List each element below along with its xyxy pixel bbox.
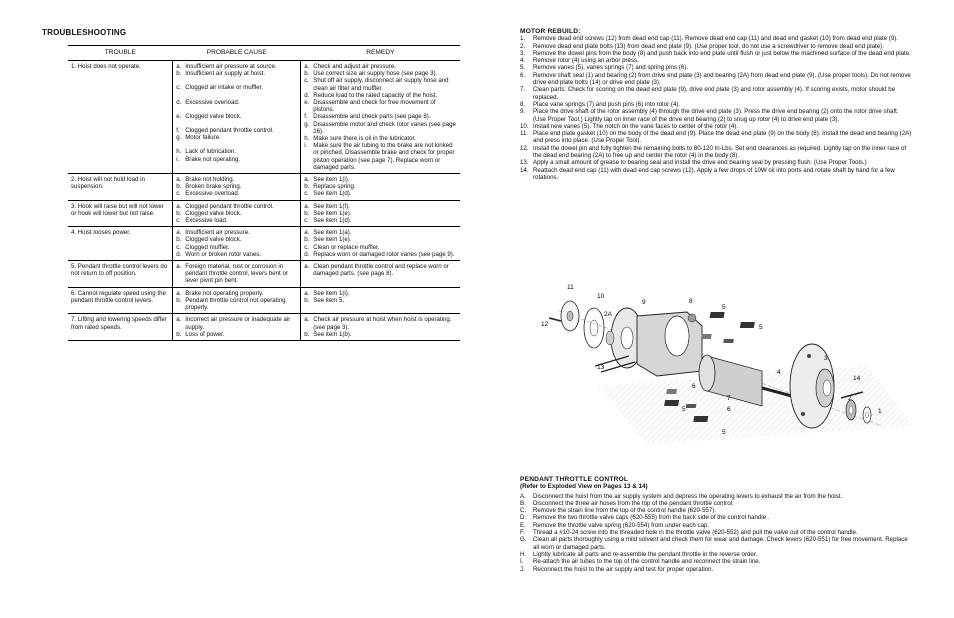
diagram-label-5c: 5	[682, 406, 686, 413]
remedy-text: See item 1(a).	[313, 229, 352, 237]
remedy-item	[304, 244, 458, 251]
motor-rebuild-heading: MOTOR REBUILD:	[520, 28, 581, 35]
cause-letter: e.	[176, 112, 182, 120]
remedy-item	[304, 217, 458, 224]
header-trouble: TROUBLE	[68, 46, 173, 61]
remedy-item	[304, 142, 458, 171]
spacer	[176, 92, 298, 99]
cause-item	[176, 210, 298, 217]
pendant-step-text: Remove the strain line from the top of the control handle (620-557).	[533, 507, 716, 515]
pendant-step	[520, 558, 912, 565]
cause-item	[176, 176, 298, 183]
motor-rebuild-step-text: Install the dowel pin and fully tighten the remaining bolts to 80-120 In-Lbs. Set end clearances as required. Lightly tap on the inner race of the dead end bearing (2A) to free up and center the rotor (4) in the body (8).	[533, 144, 907, 160]
motor-rebuild-step	[520, 72, 912, 87]
remedy-text: Check air pressure at hoist when hoist is operating. (see page 3).	[313, 316, 452, 331]
cause-letter: b.	[176, 183, 182, 191]
remedy-item	[304, 176, 458, 183]
cause-item	[176, 251, 298, 258]
remedy-cell	[301, 200, 460, 227]
remedy-text: Reduce load to the rated capacity of the hoist.	[313, 91, 438, 99]
remedy-text: See item 1(d).	[313, 217, 352, 225]
spacer	[176, 77, 298, 84]
remedy-cell	[301, 287, 460, 314]
cause-letter: a.	[176, 289, 182, 297]
pendant-step	[520, 500, 912, 507]
motor-rebuild-step	[520, 123, 912, 130]
table-row	[68, 314, 460, 341]
motor-rebuild-step-text: Clean parts. Check for scoring on the dead end plate (9), drive end plate (3) and rotor assembly (4). If scoring exists, motor should be replaced.	[533, 86, 896, 101]
motor-rebuild-step-number: 6.	[520, 71, 526, 79]
cause-text: Brake not holding.	[185, 176, 235, 184]
remedy-letter: a.	[304, 63, 310, 70]
trouble-text: 7. Lifting and lowering speeds differ from rated speeds.	[71, 316, 167, 331]
table-body	[68, 61, 460, 341]
motor-rebuild-step-number: 12.	[520, 144, 529, 152]
cause-letter: b.	[176, 209, 182, 217]
remedy-text: Clean or replace muffler.	[313, 243, 380, 251]
trouble-cell	[68, 174, 173, 201]
cause-item	[176, 290, 298, 297]
remedy-text: Disassemble motor and check rotor vanes (see page 16).	[313, 120, 456, 135]
pendant-step-text: Thread a #10-24 screw into the threaded hole in the throttle valve (620-552) and pull the valve out of the control handle.	[533, 529, 858, 537]
cause-letter: c.	[176, 84, 181, 92]
motor-rebuild-step-number: 14.	[520, 166, 529, 174]
motor-rebuild-step-number: 9.	[520, 108, 526, 116]
remedy-text: See item 1(e).	[313, 209, 352, 217]
cause-item	[176, 331, 298, 338]
trouble-text: 5. Pendant throttle control levers do not return to off position.	[71, 263, 168, 278]
remedy-item	[304, 63, 458, 70]
pendant-step-number: A.	[520, 492, 526, 500]
cause-item	[176, 63, 298, 70]
remedy-cell	[301, 61, 460, 174]
motor-rebuild-step-number: 5.	[520, 64, 526, 72]
cause-cell	[173, 261, 301, 288]
table-header-row	[68, 46, 460, 61]
remedy-letter: i.	[304, 142, 308, 150]
remedy-text: See item 1(i).	[313, 289, 350, 297]
cause-item	[176, 190, 298, 197]
cause-text: Clogged valve block.	[185, 112, 242, 120]
remedy-text: Clean pendant throttle control and replace worn or damaged parts. (see page 8).	[313, 263, 449, 278]
cause-text: Pendant throttle control not operating properly.	[185, 296, 286, 312]
cause-item	[176, 156, 298, 163]
motor-rebuild-steps	[520, 35, 912, 181]
pendant-steps	[520, 493, 912, 573]
cause-cell	[173, 287, 301, 314]
cause-text: Incorrect air pressure or inadequate air supply.	[185, 316, 291, 331]
cause-text: Clogged pendant throttle control.	[185, 127, 274, 135]
motor-rebuild-step-text: Remove dead end plate bolts (13) from dead end plate (9). (Use proper tool, do not use a screwdriver to remove dead end plate).	[533, 42, 884, 50]
trouble-text: 3. Hook will raise but will not lower or hook will lower but not raise.	[71, 202, 164, 217]
remedy-text: Replace worn or damaged rotor vanes (see page 9).	[313, 250, 455, 258]
cause-item	[176, 316, 298, 330]
pendant-step	[520, 529, 912, 536]
remedy-letter: c.	[304, 77, 309, 85]
pendant-step-text: Remove the two throttle valve caps (620-555) from the back side of the control handle .	[533, 514, 770, 522]
motor-rebuild-step	[520, 50, 912, 57]
remedy-item	[304, 135, 458, 142]
trouble-text: 2. Hoist will not hold load in suspension.	[71, 176, 145, 191]
motor-rebuild-step	[520, 64, 912, 71]
remedy-text: Disassemble and check parts (see page 8).	[313, 113, 431, 121]
cause-letter: a.	[176, 263, 182, 271]
motor-rebuild-step-text: Remove shaft seal (1) and bearing (2) from drive end plate (3) and bearing (2A) from dead end plate (9). (Use proper tools). Do not remove drive end plate bolts (14) or drive end plate (3).	[533, 71, 911, 87]
cause-item	[176, 148, 298, 155]
motor-rebuild-step-text: Reattach dead end cap (11) with dead end cap screws (12). Apply a few drops of 10W oil into ports and rotate shaft by hand for a few rotations.	[533, 166, 895, 181]
pendant-step-text: Reconnect the hoist to the air supply and test for proper operation.	[533, 565, 714, 573]
remedy-cell	[301, 174, 460, 201]
pendant-step-number: C.	[520, 507, 527, 515]
motor-rebuild-step-text: Install new vanes (5). The notch on the vane faces to center of the rotor (4).	[533, 122, 739, 130]
pendant-subheading: (Refer to Exploded View on Pages 13 & 14)	[520, 483, 648, 491]
pendant-step-number: E.	[520, 521, 526, 529]
cause-item	[176, 183, 298, 190]
cause-letter: c.	[176, 217, 181, 225]
remedy-letter: b.	[304, 296, 310, 304]
diagram-label-8: 8	[689, 298, 693, 305]
cause-text: Insufficient air pressure.	[185, 229, 250, 237]
motor-rebuild-step	[520, 159, 912, 166]
pendant-step	[520, 514, 912, 521]
diagram-label-9: 9	[642, 299, 646, 306]
remedy-text: See item 1(b).	[313, 330, 352, 338]
remedy-text: See item 1(i).	[313, 176, 350, 184]
motor-rebuild-step	[520, 130, 912, 145]
remedy-text: Disassemble and check for free movement of pistons.	[313, 99, 436, 114]
motor-rebuild-step	[520, 108, 912, 123]
remedy-item	[304, 203, 458, 210]
cause-cell	[173, 314, 301, 341]
cause-item	[176, 229, 298, 236]
cause-letter: b.	[176, 236, 182, 244]
cause-item	[176, 244, 298, 251]
motor-rebuild-step-number: 13.	[520, 159, 529, 167]
cause-letter: c.	[176, 190, 181, 198]
remedy-item	[304, 290, 458, 297]
table-row	[68, 227, 460, 261]
remedy-item	[304, 210, 458, 217]
troubleshooting-table	[68, 45, 460, 341]
pendant-step-number: I.	[520, 558, 524, 566]
cause-cell	[173, 227, 301, 261]
cause-letter: a.	[176, 63, 182, 70]
spacer	[176, 120, 298, 127]
diagram-label-5d: 5	[722, 429, 726, 436]
motor-exploded-diagram	[537, 276, 917, 449]
cause-text: Foreign material, rust or corrosion in pendant throttle control, levers bent or lever pivot pin bent.	[185, 263, 288, 285]
motor-rebuild-step-text: Remove dead end screws (12) from dead end cap (11). Remove dead end cap (11) and dead end gasket (10) from dead end plate (9).	[533, 35, 899, 43]
motor-rebuild-step	[520, 35, 912, 42]
cause-item	[176, 217, 298, 224]
motor-rebuild-step	[520, 86, 912, 101]
pendant-step	[520, 551, 912, 558]
cause-text: Insufficient air supply at hoist.	[185, 70, 266, 78]
remedy-letter: a.	[304, 289, 310, 297]
cause-letter: b.	[176, 296, 182, 304]
remedy-text: See item 1(f).	[313, 202, 350, 210]
remedy-item	[304, 236, 458, 243]
remedy-item	[304, 251, 458, 258]
remedy-item	[304, 263, 458, 277]
cause-text: Clogged muffler.	[185, 243, 230, 251]
motor-rebuild-step	[520, 43, 912, 50]
cause-item	[176, 113, 298, 120]
remedy-letter: b.	[304, 330, 310, 338]
diagram-label-11: 11	[567, 284, 574, 291]
remedy-text: Shut off air supply, disconnect air supply hose and clean air filter and muffler.	[313, 77, 449, 92]
diagram-label-6: 6	[692, 383, 696, 390]
motor-rebuild-step	[520, 57, 912, 64]
pendant-step	[520, 536, 912, 551]
cause-text: Brake not operating properly.	[185, 289, 264, 297]
remedy-letter: a.	[304, 202, 310, 210]
remedy-letter: d.	[304, 91, 310, 99]
trouble-cell	[68, 261, 173, 288]
cause-letter: b.	[176, 70, 182, 78]
motor-rebuild-step	[520, 101, 912, 108]
remedy-item	[304, 77, 458, 91]
cause-text: Worn or broken rotor vanes.	[185, 250, 261, 258]
diagram-label-13: 13	[597, 364, 605, 371]
table-row	[68, 261, 460, 288]
diagram-label-5b: 5	[759, 324, 763, 331]
pendant-step	[520, 566, 912, 573]
remedy-item	[304, 92, 458, 99]
motor-rebuild-step-number: 11.	[520, 130, 529, 138]
remedy-text: Use correct size air supply hose (see page 3).	[313, 70, 438, 78]
pendant-step-number: J.	[520, 565, 525, 573]
motor-rebuild-step-number: 1.	[520, 35, 526, 43]
trouble-text: 1. Hoist does not operate.	[71, 63, 141, 70]
motor-rebuild-step-number: 10.	[520, 122, 529, 130]
diagram-label-2a: 2A	[604, 311, 612, 318]
cause-cell	[173, 61, 301, 174]
table-row	[68, 174, 460, 201]
diagram-label-10: 10	[597, 293, 605, 300]
cause-text: Clogged air intake or muffler.	[185, 84, 264, 92]
troubleshooting-heading: TROUBLESHOOTING	[42, 28, 127, 37]
remedy-letter: b.	[304, 70, 310, 78]
cause-letter: b.	[176, 330, 182, 338]
remedy-letter: b.	[304, 236, 310, 244]
cause-letter: a.	[176, 176, 182, 184]
motor-rebuild-step-text: Remove vanes (5), vanes springs (7) and spring pins (6).	[533, 64, 688, 72]
diagram-label-1: 1	[878, 408, 882, 415]
cause-letter: d.	[176, 250, 182, 258]
motor-rebuild-step-number: 7.	[520, 86, 526, 94]
motor-rebuild-step	[520, 167, 912, 182]
header-probable-cause: PROBABLE CAUSE	[173, 46, 301, 61]
diagram-label-5a: 5	[722, 304, 726, 311]
trouble-cell	[68, 227, 173, 261]
remedy-text: See item 1(d).	[313, 190, 352, 198]
cause-letter: h.	[176, 148, 182, 156]
pendant-step-number: B.	[520, 499, 526, 507]
motor-exploded-view-drawing	[537, 276, 917, 444]
remedy-letter: a.	[304, 263, 310, 271]
diagram-label-4: 4	[777, 369, 781, 376]
cause-item	[176, 84, 298, 91]
remedy-letter: a.	[304, 176, 310, 184]
table-row	[68, 287, 460, 314]
remedy-item	[304, 183, 458, 190]
trouble-text: 6. Cannot regulate speed using the pendant throttle control levers.	[71, 289, 166, 304]
remedy-letter: e.	[304, 99, 310, 107]
pendant-step	[520, 493, 912, 500]
cause-item	[176, 99, 298, 106]
motor-rebuild-section	[520, 28, 912, 181]
cause-letter: f.	[176, 127, 180, 135]
cause-letter: i.	[176, 155, 180, 163]
cause-letter: c.	[176, 243, 181, 251]
remedy-letter: c.	[304, 243, 309, 251]
remedy-item	[304, 316, 458, 330]
pendant-step	[520, 507, 912, 514]
remedy-letter: a.	[304, 316, 310, 324]
pendant-heading: PENDANT THROTTLE CONTROL	[520, 476, 629, 483]
pendant-step-text: Re-attach the air tubes to the top of the control handle and reconnect the strain line.	[533, 558, 761, 566]
table-row	[68, 200, 460, 227]
cause-letter: g.	[176, 134, 182, 142]
cause-text: Clogged valve block.	[185, 209, 242, 217]
pendant-step-text: Disconnect the hoist from the air supply system and depress the operating levers to exhaust the air from the hoist.	[533, 492, 843, 500]
diagram-label-3: 3	[824, 355, 828, 362]
cause-item	[176, 127, 298, 134]
trouble-cell	[68, 61, 173, 174]
cause-letter: a.	[176, 229, 182, 237]
diagram-label-6b: 6	[727, 406, 731, 413]
remedy-text: Replace spring.	[313, 183, 356, 191]
remedy-text: Check and adjust air pressure.	[313, 63, 396, 70]
pendant-throttle-section	[520, 476, 912, 573]
cause-text: Lack of lubrication.	[185, 148, 237, 156]
remedy-letter: d.	[304, 250, 310, 258]
remedy-cell	[301, 227, 460, 261]
remedy-item	[304, 190, 458, 197]
motor-rebuild-step-text: Place vane springs (7) and push pins (6) into rotor (4).	[533, 100, 681, 108]
trouble-cell	[68, 314, 173, 341]
cause-item	[176, 70, 298, 77]
header-remedy: REMEDY	[301, 46, 460, 61]
cause-item	[176, 297, 298, 311]
pendant-step-number: H.	[520, 550, 527, 558]
diagram-label-14: 14	[853, 375, 861, 382]
remedy-item	[304, 121, 458, 135]
diagram-label-12: 12	[541, 321, 549, 328]
cause-text: Broken brake spring.	[185, 183, 242, 191]
pendant-step-number: D.	[520, 514, 527, 522]
remedy-text: Make sure the air tubing to the brake are not kinked or pinched. Disassemble brake and check for proper piston operation (see page 7). Replace worn or damaged parts.	[313, 142, 455, 171]
remedy-item	[304, 70, 458, 77]
cause-letter: d.	[176, 98, 182, 106]
remedy-letter: c.	[304, 217, 309, 225]
remedy-item	[304, 113, 458, 120]
pendant-step-text: Clean all parts thoroughly using a mild solvent and check them for wear and damage. Check levers (620-551) for free movement. Replace all worn or damaged parts.	[533, 536, 908, 551]
cause-cell	[173, 200, 301, 227]
remedy-letter: a.	[304, 229, 310, 237]
cause-text: Brake not operating.	[185, 155, 241, 163]
table-row	[68, 61, 460, 174]
trouble-cell	[68, 287, 173, 314]
pendant-step-text: Disconnect the three air hoses from the top of the pendant throttle control.	[533, 499, 734, 507]
cause-text: Excessive overload.	[185, 98, 240, 106]
cause-item	[176, 134, 298, 141]
pendant-step-number: F.	[520, 529, 525, 537]
cause-text: Insufficient air pressure at source.	[185, 63, 277, 70]
cause-text: Motor failure.	[185, 134, 221, 142]
remedy-letter: h.	[304, 135, 310, 143]
motor-rebuild-step-number: 4.	[520, 57, 526, 65]
motor-rebuild-step-text: Place the drive shaft of the rotor assembly (4) through the drive end plate (3). Press the drive end bearing (2) onto the rotor drive shaft. (Use Proper Tool.) Lightly tap on inner race of the drive end bearing (2) to snug up rotor (4) to drive end plate (3).	[533, 108, 899, 123]
trouble-cell	[68, 200, 173, 227]
remedy-item	[304, 99, 458, 113]
cause-text: Clogged pendant throttle control.	[185, 202, 274, 210]
spacer	[176, 141, 298, 148]
motor-rebuild-step-number: 3.	[520, 49, 526, 57]
remedy-text: Make sure there is oil in the lubricator.	[313, 135, 416, 143]
motor-rebuild-step-text: Apply a small amount of grease to bearing seal and install the drive end bearing seal by pressing flush. (Use Proper Tools.)	[533, 159, 867, 167]
motor-rebuild-step-number: 2.	[520, 42, 526, 50]
cause-letter: a.	[176, 316, 182, 324]
motor-rebuild-step-number: 8.	[520, 100, 526, 108]
remedy-letter: f.	[304, 113, 308, 121]
motor-rebuild-step-text: Remove the dowel pins from the body (8) and push back into end plate until flush or just below the machined surface of the dead end plate.	[533, 49, 911, 57]
trouble-text: 4. Hoist looses power.	[71, 229, 131, 237]
remedy-letter: g.	[304, 120, 310, 128]
pendant-step-text: Remove the throttle valve spring (620-554) from under each cap.	[533, 521, 710, 529]
cause-text: Loss of power.	[185, 330, 225, 338]
remedy-letter: b.	[304, 183, 310, 191]
spacer	[176, 106, 298, 113]
remedy-cell	[301, 261, 460, 288]
remedy-cell	[301, 314, 460, 341]
pendant-step-text: Lightly lubricate all parts and re-assemble the pendant throttle in the reverse order.	[533, 550, 758, 558]
motor-rebuild-step-text: Place end plate gasket (10) on the body of the dead end (9). Place the dead end plate (9) on the body (8). Install the dead end bearing (2A) and press into place. (Use Proper Tool).	[533, 130, 912, 145]
remedy-letter: b.	[304, 209, 310, 217]
cause-cell	[173, 174, 301, 201]
diagram-label-2: 2	[848, 395, 852, 402]
cause-text: Clogged valve block.	[185, 236, 242, 244]
cause-text: Excessive load.	[185, 217, 228, 225]
remedy-text: See item 1(e).	[313, 236, 352, 244]
pendant-step-number: G.	[520, 536, 527, 544]
cause-item	[176, 236, 298, 243]
cause-text: Excessive overload.	[185, 190, 240, 198]
remedy-letter: c.	[304, 190, 309, 198]
cause-letter: a.	[176, 202, 182, 210]
cause-item	[176, 203, 298, 210]
diagram-label-7: 7	[727, 395, 731, 402]
motor-rebuild-step	[520, 145, 912, 160]
remedy-item	[304, 331, 458, 338]
cause-item	[176, 263, 298, 285]
remedy-item	[304, 297, 458, 304]
remedy-text: See item 5.	[313, 296, 345, 304]
motor-rebuild-step-text: Remove rotor (4) using an arbor press.	[533, 57, 639, 65]
pendant-step	[520, 522, 912, 529]
remedy-item	[304, 229, 458, 236]
